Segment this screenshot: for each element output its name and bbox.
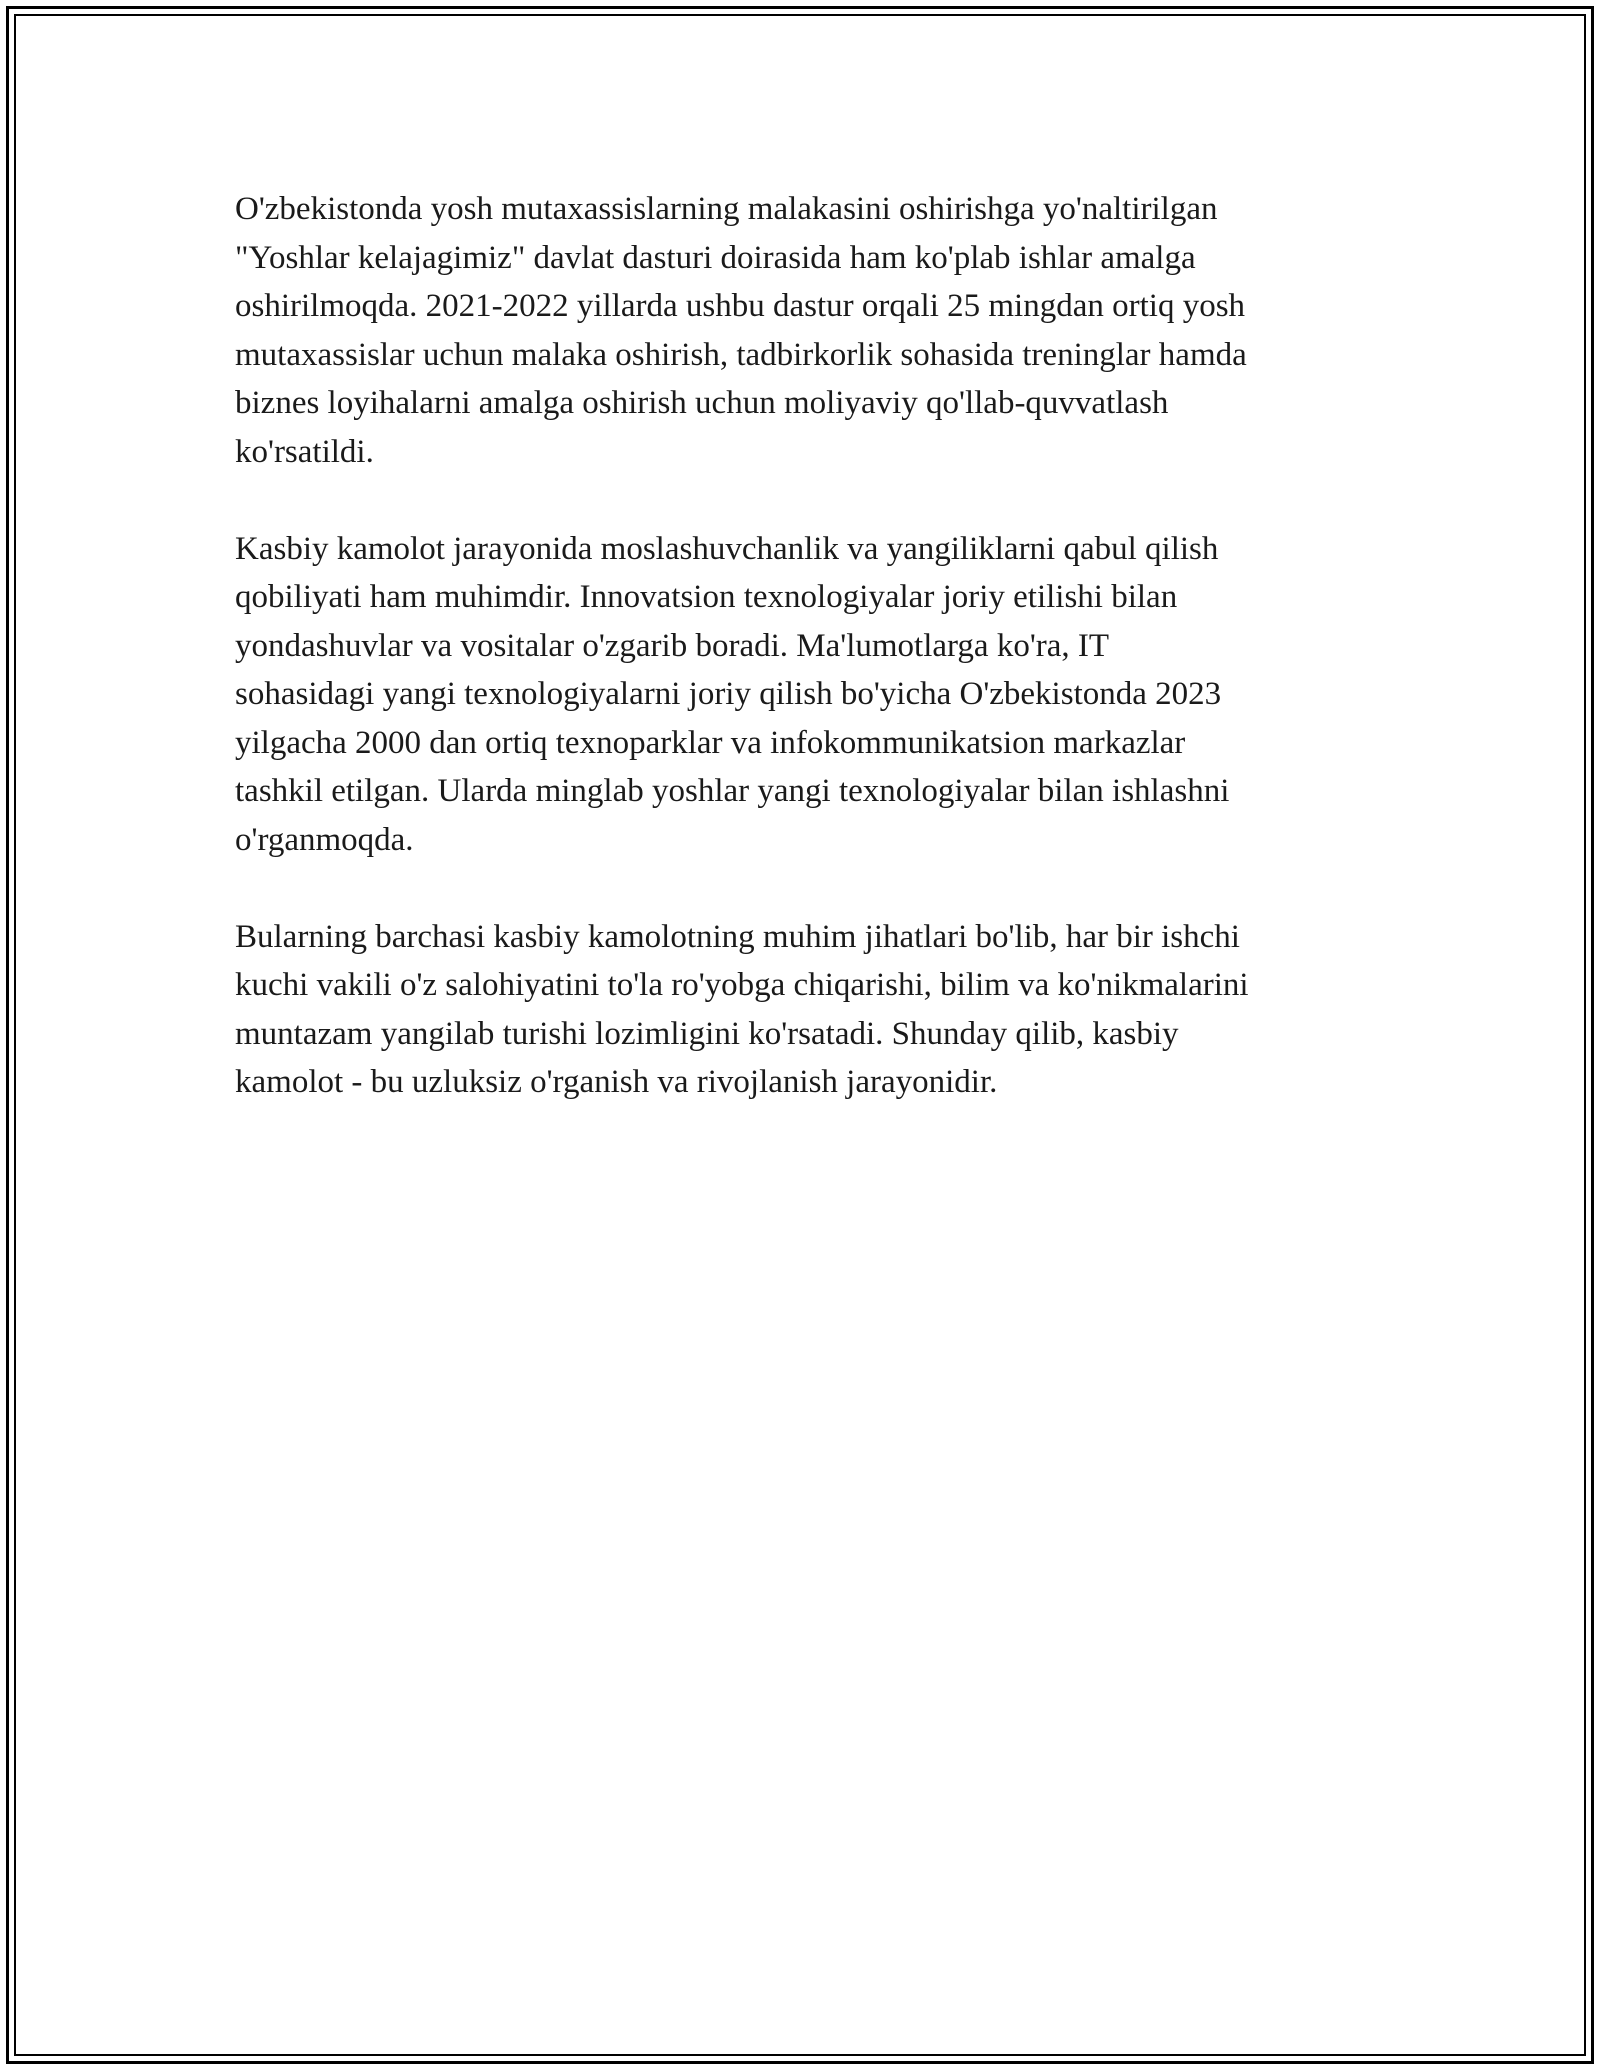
paragraph-1: O'zbekistonda yosh mutaxassislarning malakasini oshirishga yo'naltirilgan "Yoshlar kelajagimiz" davlat dasturi doirasida ham ko'plab ishlar amalga oshirilmoqda. 2021-2022 yillarda ushbu dastur orqali 25 mingdan ortiq yosh mutaxassislar uchun malaka oshirish, tadbirkorlik sohasida treninglar hamda biznes loyihalarni amalga oshirish uchun moliyaviy qo'llab-quvvatlash ko'rsatildi. — [235, 191, 1247, 470]
paragraph-3: Bularning barchasi kasbiy kamolotning muhim jihatlari bo'lib, har bir ishchi kuchi vakili o'z salohiyatini to'la ro'yobga chiqarishi, bilim va ko'nikmalarini muntazam yangilab turishi lozimligini ko'rsatadi. Shunday qilib, kasbiy kamolot - bu uzluksiz o'rganish va rivojlanish jarayonidir. — [235, 918, 1249, 1100]
document-body — [235, 185, 1385, 1155]
paragraph-2: Kasbiy kamolot jarayonida moslashuvchanlik va yangiliklarni qabul qilish qobiliyati ham muhimdir. Innovatsion texnologiyalar joriy etilishi bilan yondashuvlar va vositalar o'zgarib boradi. Ma'lumotlarga ko'ra, IT sohasidagi yangi texnologiyalarni joriy qilish bo'yicha O'zbekistonda 2023 yilgacha 2000 dan ortiq texnoparklar va infokommunikatsion markazlar tashkil etilgan. Ularda minglab yoshlar yangi texnologiyalar bilan ishlashni o'rganmoqda. — [235, 530, 1230, 858]
